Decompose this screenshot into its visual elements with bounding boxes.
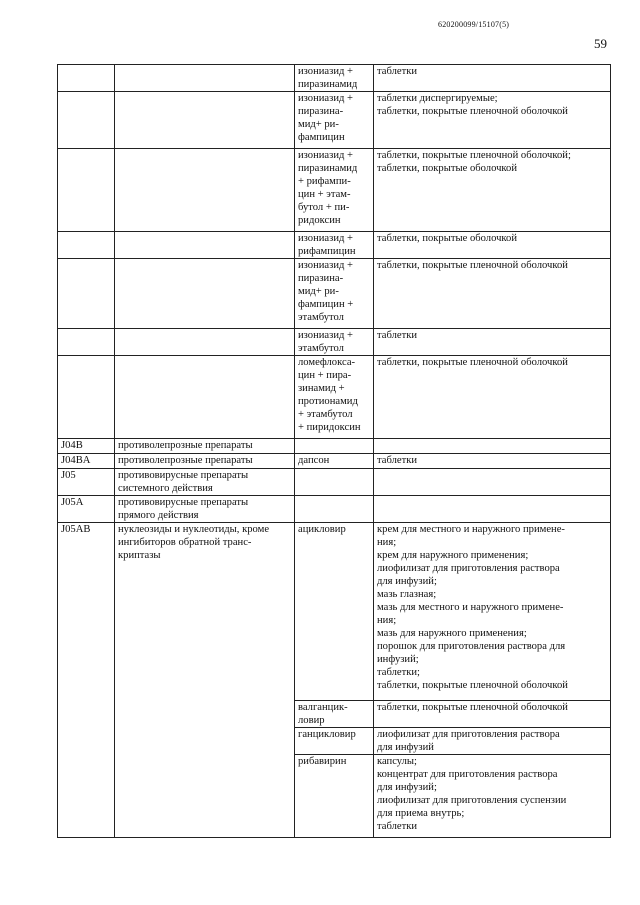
atc-code-cell (58, 149, 115, 232)
drug-classification-table (57, 64, 611, 838)
group-name-cell: противовирусные препараты прямого действия (115, 496, 295, 523)
atc-code-cell (58, 92, 115, 149)
atc-code-cell: J05AB (58, 523, 115, 838)
dosage-forms-cell (374, 755, 611, 838)
drug-name-cell (295, 469, 374, 496)
dosage-forms-cell (374, 523, 611, 701)
drug-name-cell: валганцик- ловир (295, 701, 374, 728)
dosage-forms-cell (374, 469, 611, 496)
drug-name-cell: изониазид + рифампицин (295, 232, 374, 259)
atc-code-cell: J05 (58, 469, 115, 496)
dosage-form-item: таблетки (377, 66, 418, 77)
atc-code-cell (58, 65, 115, 92)
table-row (58, 259, 611, 329)
table-row (58, 496, 611, 523)
dosage-form-item: таблетки, покрытые пленочной оболочкой (377, 357, 568, 368)
dosage-forms-cell (374, 701, 611, 728)
drug-name-cell: рибавирин (295, 755, 374, 838)
table-row (58, 523, 611, 701)
drug-name-cell: ацикловир (295, 523, 374, 701)
table-row (58, 439, 611, 454)
table-row (58, 454, 611, 469)
dosage-form-item: лиофилизат для приготовления раствора для инфузий; (377, 563, 560, 587)
dosage-forms-cell (374, 728, 611, 755)
dosage-form-item: мазь для местного и наружного примене- ния; (377, 602, 564, 626)
group-name-cell (115, 149, 295, 232)
drug-name-cell: изониазид + пиразина- мид+ ри- фампицин + этамбутол (295, 259, 374, 329)
dosage-form-item: таблетки, покрытые пленочной оболочкой (377, 702, 568, 713)
group-name-cell: нуклеозиды и нуклеотиды, кроме ингибиторов обратной транс- криптазы (115, 523, 295, 838)
group-name-cell (115, 232, 295, 259)
drug-name-cell: изониазид + пиразина- мид+ ри- фампицин (295, 92, 374, 149)
dosage-form-item: таблетки, покрытые оболочкой (377, 163, 517, 174)
dosage-form-item: таблетки; (377, 667, 420, 678)
table-row (58, 329, 611, 356)
document-number: 620200099/15107(5) (438, 20, 510, 29)
dosage-form-item: крем для наружного применения; (377, 550, 529, 561)
table-row (58, 65, 611, 92)
dosage-forms-cell (374, 232, 611, 259)
dosage-form-item: таблетки (377, 455, 418, 466)
dosage-form-item: таблетки, покрытые пленочной оболочкой (377, 680, 568, 691)
atc-code-cell (58, 356, 115, 439)
dosage-forms-cell (374, 149, 611, 232)
dosage-forms-cell (374, 454, 611, 469)
dosage-form-item: лиофилизат для приготовления суспензии для приема внутрь; (377, 795, 567, 819)
dosage-forms-cell (374, 329, 611, 356)
dosage-forms-cell (374, 65, 611, 92)
drug-name-cell (295, 496, 374, 523)
group-name-cell (115, 356, 295, 439)
dosage-forms-cell (374, 496, 611, 523)
dosage-form-item: капсулы; (377, 756, 417, 767)
dosage-forms-cell (374, 356, 611, 439)
atc-code-cell (58, 329, 115, 356)
dosage-form-item: таблетки, покрытые оболочкой (377, 233, 517, 244)
dosage-form-item: таблетки (377, 821, 418, 832)
atc-code-cell (58, 259, 115, 329)
dosage-forms-cell (374, 439, 611, 454)
table-row (58, 469, 611, 496)
drug-name-cell: изониазид + пиразинамид + рифампи- цин + этам- бутол + пи- ридоксин (295, 149, 374, 232)
drug-name-cell: изониазид + пиразинамид (295, 65, 374, 92)
dosage-form-item: концентрат для приготовления раствора для инфузий; (377, 769, 558, 793)
drug-name-cell (295, 439, 374, 454)
dosage-form-item: крем для местного и наружного примене- ния; (377, 524, 565, 548)
table-row (58, 92, 611, 149)
page-number: 59 (594, 36, 607, 51)
atc-code-cell: J05A (58, 496, 115, 523)
group-name-cell (115, 329, 295, 356)
atc-code-cell (58, 232, 115, 259)
group-name-cell (115, 65, 295, 92)
atc-code-cell: J04BA (58, 454, 115, 469)
dosage-form-item: лиофилизат для приготовления раствора для инфузий (377, 729, 560, 753)
group-name-cell: противолепрозные препараты (115, 454, 295, 469)
group-name-cell: противовирусные препараты системного действия (115, 469, 295, 496)
dosage-form-item: таблетки, покрытые пленочной оболочкой; (377, 150, 571, 161)
atc-code-cell: J04B (58, 439, 115, 454)
dosage-form-item: порошок для приготовления раствора для инфузий; (377, 641, 566, 665)
group-name-cell (115, 92, 295, 149)
dosage-form-item: мазь глазная; (377, 589, 437, 600)
table-row (58, 356, 611, 439)
table-row (58, 149, 611, 232)
dosage-form-item: таблетки, покрытые пленочной оболочкой (377, 260, 568, 271)
dosage-form-item: таблетки диспергируемые; (377, 93, 498, 104)
drug-name-cell: изониазид + этамбутол (295, 329, 374, 356)
dosage-form-item: мазь для наружного применения; (377, 628, 527, 639)
drug-name-cell: ганцикловир (295, 728, 374, 755)
dosage-forms-cell (374, 259, 611, 329)
dosage-form-item: таблетки, покрытые пленочной оболочкой (377, 106, 568, 117)
dosage-form-item: таблетки (377, 330, 418, 341)
drug-name-cell: ломефлокса- цин + пира- зинамид + протионамид + этамбутол + пиридоксин (295, 356, 374, 439)
group-name-cell: противолепрозные препараты (115, 439, 295, 454)
group-name-cell (115, 259, 295, 329)
dosage-forms-cell (374, 92, 611, 149)
table-row (58, 232, 611, 259)
drug-name-cell: дапсон (295, 454, 374, 469)
